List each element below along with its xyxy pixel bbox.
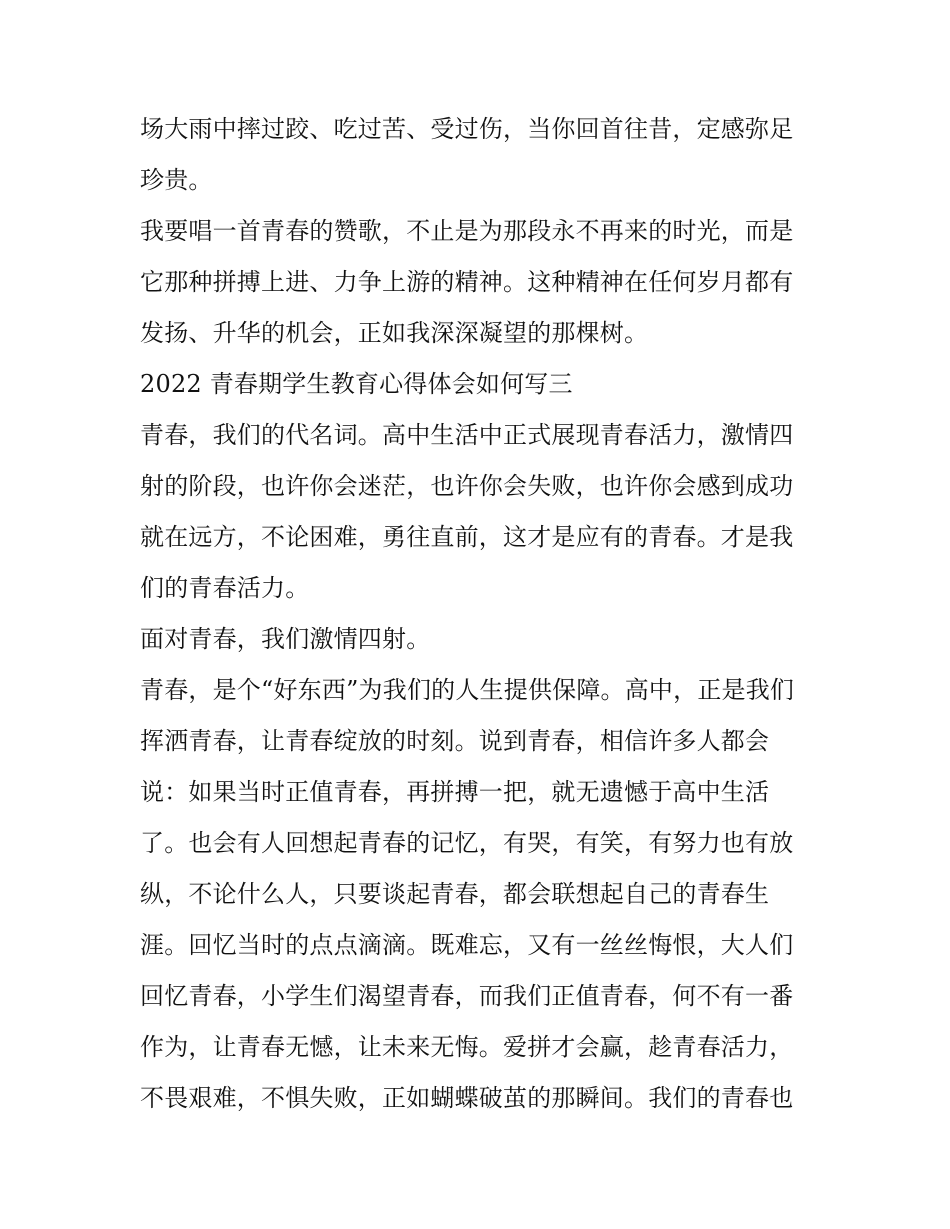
text-line: 面对青春，我们激情四射。 — [140, 625, 431, 653]
text-line: 它那种拼搏上进、力争上游的精神。这种精神在任何岁月都有 — [140, 268, 794, 296]
text-line: 纵，不论什么人，只要谈起青春，都会联想起自己的青春生 — [140, 880, 770, 908]
text-line: 青春，我们的代名词。高中生活中正式展现青春活力，激情四 — [140, 421, 794, 449]
text-line: 就在远方，不论困难，勇往直前，这才是应有的青春。才是我 — [140, 523, 794, 551]
text-line: 了。也会有人回想起青春的记忆，有哭，有笑，有努力也有放 — [140, 829, 794, 857]
text-line: 作为，让青春无憾，让未来无悔。爱拼才会赢，趁青春活力， — [140, 1033, 794, 1061]
text-line: 不畏艰难，不惧失败，正如蝴蝶破茧的那瞬间。我们的青春也 — [140, 1084, 794, 1112]
text-line: 射的阶段，也许你会迷茫，也许你会失败，也许你会感到成功 — [140, 472, 794, 500]
text-line: 场大雨中摔过跤、吃过苦、受过伤，当你回首往昔，定感弥足 — [140, 115, 794, 143]
text-line: 挥洒青春，让青春绽放的时刻。说到青春，相信许多人都会 — [140, 727, 770, 755]
text-line: 回忆青春，小学生们渴望青春，而我们正值青春，何不有一番 — [140, 982, 794, 1010]
text-line: 说：如果当时正值青春，再拼搏一把，就无遗憾于高中生活 — [140, 778, 770, 806]
text-line: 我要唱一首青春的赞歌，不止是为那段永不再来的时光，而是 — [140, 217, 794, 245]
text-line: 涯。回忆当时的点点滴滴。既难忘，又有一丝丝悔恨，大人们 — [140, 931, 794, 959]
document-body — [140, 104, 820, 1124]
text-line: 珍贵。 — [140, 166, 213, 194]
text-line: 们的青春活力。 — [140, 574, 310, 602]
text-line: 青春，是个“好东西”为我们的人生提供保障。高中，正是我们 — [140, 676, 795, 704]
section-heading: 2022 青春期学生教育心得体会如何写三 — [140, 370, 573, 398]
text-line: 发扬、升华的机会，正如我深深凝望的那棵树。 — [140, 319, 649, 347]
